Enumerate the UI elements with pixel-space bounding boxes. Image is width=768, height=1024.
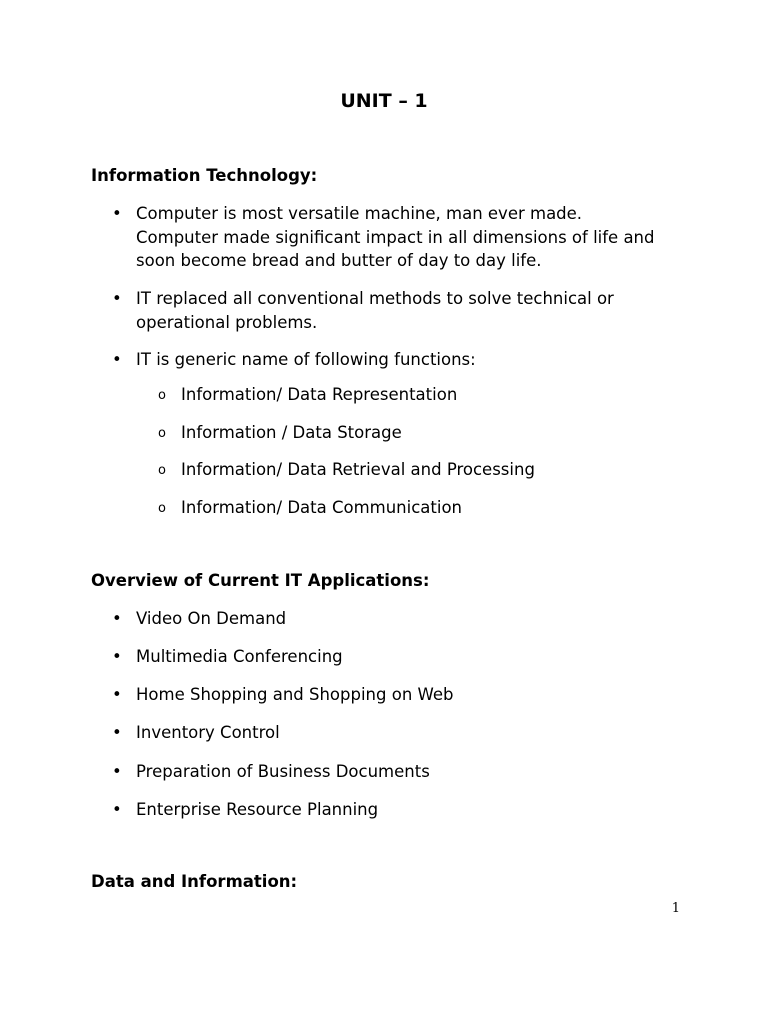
section-heading-data-information: Data and Information: — [91, 872, 298, 891]
bullet-item: • Preparation of Business Documents — [136, 760, 661, 784]
sub-bullet-item: o Information/ Data Communication — [181, 497, 462, 519]
page-title: UNIT – 1 — [340, 90, 428, 112]
page-number: 1 — [671, 901, 680, 916]
sub-bullet-item: o Information/ Data Retrieval and Processing — [181, 459, 535, 481]
section-heading-information-technology: Information Technology: — [91, 166, 318, 185]
bullet-item: • Home Shopping and Shopping on Web — [136, 683, 661, 707]
bullet-item: • Video On Demand — [136, 607, 661, 631]
bullet-item: • Inventory Control — [136, 721, 661, 745]
bullet-item: • Enterprise Resource Planning — [136, 798, 661, 822]
section-heading-it-applications: Overview of Current IT Applications: — [91, 571, 430, 590]
bullet-item: • IT replaced all conventional methods to solve technical or operational problems. — [136, 287, 661, 334]
bullet-item: • Computer is most versatile machine, man ever made. Computer made significant impact in all dimensions of life and soon become bread and butter of day to day life. — [136, 202, 661, 273]
bullet-item: • IT is generic name of following functions: — [136, 348, 661, 372]
sub-bullet-item: o Information/ Data Representation — [181, 384, 457, 406]
bullet-item: • Multimedia Conferencing — [136, 645, 661, 669]
sub-bullet-item: o Information / Data Storage — [181, 422, 402, 444]
